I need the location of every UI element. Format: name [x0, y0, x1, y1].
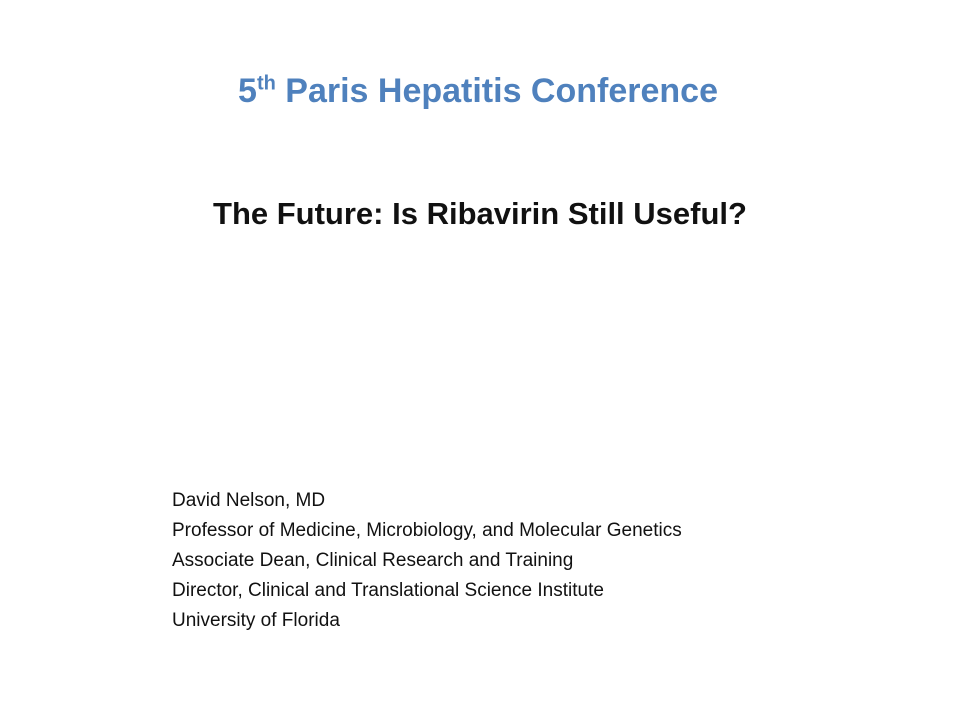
speaker-affiliation: University of Florida	[172, 610, 340, 631]
speaker-info	[172, 486, 872, 636]
speaker-affiliation: Associate Dean, Clinical Research and Training	[172, 550, 574, 571]
conference-title	[0, 72, 956, 111]
talk-title: The Future: Is Ribavirin Still Useful?	[213, 196, 747, 231]
conference-name: Paris Hepatitis Conference	[285, 72, 718, 110]
speaker-name: David Nelson, MD	[172, 490, 326, 511]
conference-ordinal-number: 5	[238, 72, 257, 110]
speaker-affiliation: Director, Clinical and Translational Science Institute	[172, 580, 604, 601]
speaker-affiliation: Professor of Medicine, Microbiology, and Molecular Genetics	[172, 520, 682, 541]
conference-ordinal-suffix: th	[256, 72, 276, 95]
